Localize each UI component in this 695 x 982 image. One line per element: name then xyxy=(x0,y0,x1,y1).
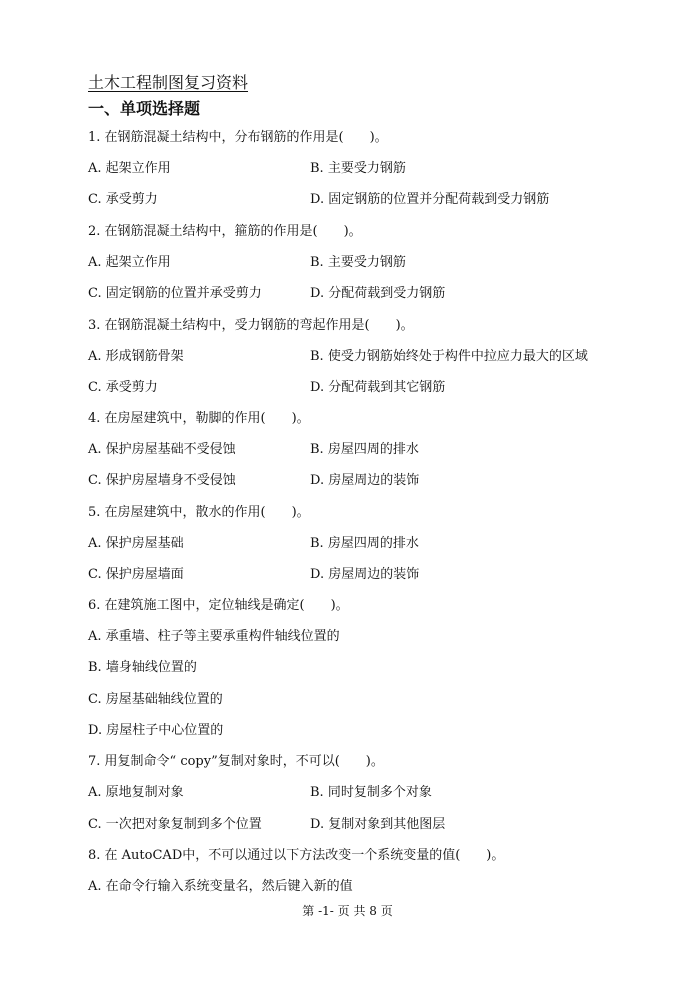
question-2-option-c: C. 固定钢筋的位置并承受剪力 xyxy=(88,286,262,301)
question-3-option-a: A. 形成钢筋骨架 xyxy=(88,349,184,364)
question-2-option-b: B. 主要受力钢筋 xyxy=(310,255,406,270)
question-3-option-d: D. 分配荷载到其它钢筋 xyxy=(310,380,446,395)
question-2-text: 2. 在钢筋混凝土结构中，箍筋的作用是( )。 xyxy=(88,224,362,239)
question-5-option-c: C. 保护房屋墙面 xyxy=(88,567,184,582)
document-title: 土木工程制图复习资料 xyxy=(88,73,249,92)
question-1-option-c: C. 承受剪力 xyxy=(88,192,158,207)
question-6-option-b: B. 墙身轴线位置的 xyxy=(88,660,197,675)
question-2-option-a: A. 起架立作用 xyxy=(88,255,171,270)
question-4-text: 4. 在房屋建筑中，勒脚的作用( )。 xyxy=(88,411,310,426)
question-7-option-b: B. 同时复制多个对象 xyxy=(310,785,432,800)
question-3-text: 3. 在钢筋混凝土结构中，受力钢筋的弯起作用是( )。 xyxy=(88,318,414,333)
question-3-option-c: C. 承受剪力 xyxy=(88,380,158,395)
question-7-option-c: C. 一次把对象复制到多个位置 xyxy=(88,817,262,832)
question-6-option-c: C. 房屋基础轴线位置的 xyxy=(88,692,223,707)
question-1-text: 1. 在钢筋混凝土结构中，分布钢筋的作用是( )。 xyxy=(88,130,388,145)
question-3-option-b: B. 使受力钢筋始终处于构件中拉应力最大的区域 xyxy=(310,349,588,364)
question-5-option-d: D. 房屋周边的装饰 xyxy=(310,567,420,582)
question-4-option-c: C. 保护房屋墙身不受侵蚀 xyxy=(88,473,236,488)
question-8-option-a: A. 在命令行输入系统变量名，然后键入新的值 xyxy=(88,879,353,894)
question-4-option-a: A. 保护房屋基础不受侵蚀 xyxy=(88,442,236,457)
question-2-option-d: D. 分配荷载到受力钢筋 xyxy=(310,286,446,301)
question-4-option-d: D. 房屋周边的装饰 xyxy=(310,473,420,488)
question-1-option-b: B. 主要受力钢筋 xyxy=(310,161,406,176)
question-5-option-b: B. 房屋四周的排水 xyxy=(310,536,419,551)
question-5-option-a: A. 保护房屋基础 xyxy=(88,536,184,551)
question-7-option-d: D. 复制对象到其他图层 xyxy=(310,817,446,832)
page-footer: 第 -1- 页 共 8 页 xyxy=(302,904,393,918)
section-heading: 一、单项选择题 xyxy=(88,99,201,118)
question-6-option-a: A. 承重墙、柱子等主要承重构件轴线位置的 xyxy=(88,629,340,644)
question-1-option-d: D. 固定钢筋的位置并分配荷载到受力钢筋 xyxy=(310,192,550,207)
question-1-option-a: A. 起架立作用 xyxy=(88,161,171,176)
question-4-option-b: B. 房屋四周的排水 xyxy=(310,442,419,457)
question-7-text: 7. 用复制命令“ copy”复制对象时，不可以( )。 xyxy=(88,754,384,769)
question-7-option-a: A. 原地复制对象 xyxy=(88,785,184,800)
question-6-option-d: D. 房屋柱子中心位置的 xyxy=(88,723,224,738)
question-5-text: 5. 在房屋建筑中，散水的作用( )。 xyxy=(88,505,310,520)
question-6-text: 6. 在建筑施工图中，定位轴线是确定( )。 xyxy=(88,598,349,613)
question-8-text: 8. 在 AutoCAD中，不可以通过以下方法改变一个系统变量的值( )。 xyxy=(88,848,505,863)
